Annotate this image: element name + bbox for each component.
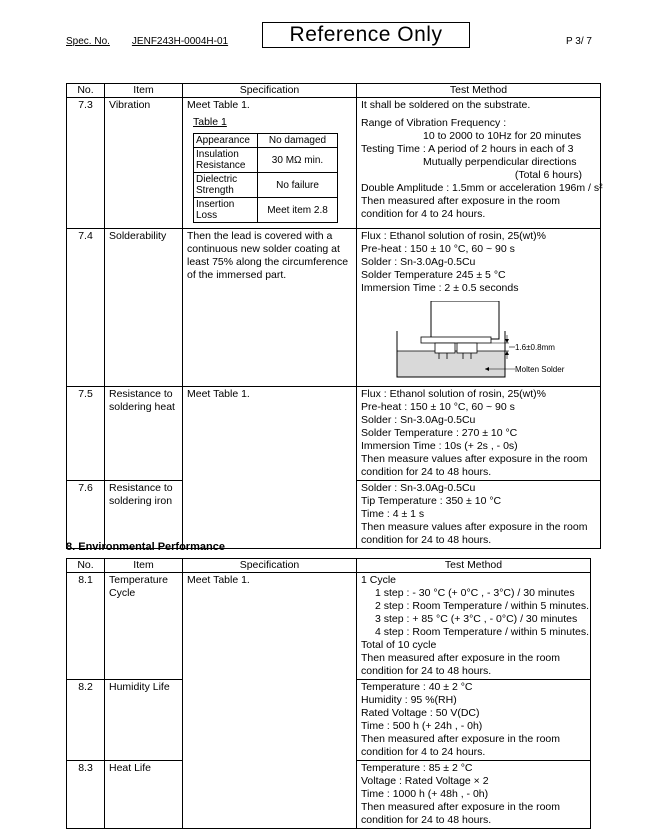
method-line: 1 Cycle [361,574,397,586]
row-spec: Then the lead is covered with a continuous new solder coating at least 75% along the circumference of the immersed part. [183,229,357,387]
col-header-item: Item [105,84,183,98]
method-line: Time : 1000 h (+ 48h , - 0h) [361,788,489,800]
table1-cell: Insertion Loss [194,198,258,223]
method-line: condition for 24 to 48 hours. [361,534,492,546]
immersion-depth-label: 1.6±0.8mm [515,343,555,352]
method-line: 10 to 2000 to 10Hz for 20 minutes [423,130,582,142]
row-item: Humidity Life [105,680,183,761]
col-header-no: No. [67,84,105,98]
row-item: Vibration [105,98,183,229]
col-header-item: Item [105,559,183,573]
row-method [357,229,601,387]
table-row-vibration [67,98,601,229]
row-method [357,387,601,481]
row-method [357,98,601,229]
method-line: Pre-heat : 150 ± 10 °C, 60 ~ 90 s [361,401,515,413]
method-line: Then measure values after exposure in the room [361,521,588,533]
method-line: Tip Temperature : 350 ± 10 °C [361,495,502,507]
col-header-spec: Specification [183,559,357,573]
method-line: Then measure values after exposure in the room [361,453,588,465]
molten-solder-label: Molten Solder [515,365,565,374]
row-item: Resistance to soldering heat [105,387,183,481]
table1-cell: Meet item 2.8 [258,198,338,223]
row-no: 8.3 [67,761,105,829]
method-line: Flux : Ethanol solution of rosin, 25(wt)% [361,388,547,400]
table1-cell: Appearance [194,134,258,148]
table1 [193,133,338,223]
spec-text: Meet Table 1. [187,99,250,111]
row-item: Temperature Cycle [105,573,183,680]
table1-cell: Insulation Resistance [194,148,258,173]
row-no: 7.5 [67,387,105,481]
method-line: Voltage : Rated Voltage × 2 [361,775,489,787]
col-header-method: Test Method [357,84,601,98]
component-base [421,337,491,343]
solder-dip-diagram [391,301,571,385]
component-lead [435,343,455,353]
row-no: 8.1 [67,573,105,680]
table-header-row [67,559,591,573]
row-no: 7.6 [67,481,105,549]
table1-cell: 30 MΩ min. [258,148,338,173]
method-line: Flux : Ethanol solution of rosin, 25(wt)% [361,230,547,242]
table-row-temperature-cycle [67,573,591,680]
table1-row [194,148,338,173]
method-line: condition for 4 to 24 hours. [361,208,486,220]
spec-number: JENF243H-0004H-01 [131,36,229,47]
method-line: Then measured after exposure in the room [361,195,561,207]
section-title: 8. Environmental Performance [66,541,225,553]
table1-row [194,198,338,223]
method-line: Then measured after exposure in the room [361,733,561,745]
method-line: Temperature : 40 ± 2 °C [361,681,473,693]
row-item: Solderability [105,229,183,387]
method-line: 2 step : Room Temperature / within 5 minutes. [375,600,589,612]
method-line: Then measured after exposure in the room [361,652,561,664]
method-line: Rated Voltage : 50 V(DC) [361,707,480,719]
mechanical-tests-table [66,83,601,549]
row-no: 7.3 [67,98,105,229]
col-header-no: No. [67,559,105,573]
table1-cell: No damaged [258,134,338,148]
method-line: Range of Vibration Frequency : [361,117,507,129]
method-line: Humidity : 95 %(RH) [361,694,457,706]
table-row-solderability [67,229,601,387]
method-line: Solder : Sn-3.0Ag-0.5Cu [361,256,476,268]
method-line: Solder : Sn-3.0Ag-0.5Cu [361,482,476,494]
method-line: Testing Time : A period of 2 hours in each of 3 [361,143,574,155]
method-line: Double Amplitude : 1.5mm or acceleration 196m / s² [361,182,603,194]
row-no: 8.2 [67,680,105,761]
method-line: Total of 10 cycle [361,639,437,651]
method-line: It shall be soldered on the substrate. [361,99,531,111]
method-line: Immersion Time : 10s (+ 2s , - 0s) [361,440,518,452]
method-line: 4 step : Room Temperature / within 5 minutes. [375,626,589,638]
method-line: Solder : Sn-3.0Ag-0.5Cu [361,414,476,426]
method-line: Solder Temperature : 270 ± 10 °C [361,427,518,439]
method-line: Mutually perpendicular directions [423,156,577,168]
method-line: 3 step : + 85 °C (+ 3°C , - 0°C) / 30 minutes [375,613,578,625]
method-line: condition for 24 to 48 hours. [361,466,492,478]
table1-caption: Table 1 [193,116,227,128]
molten-solder-bath [397,351,505,377]
method-line: Immersion Time : 2 ± 0.5 seconds [361,282,519,294]
table1-cell: Dielectric Strength [194,173,258,198]
component-lead [457,343,477,353]
row-item: Heat Life [105,761,183,829]
table-row-soldering-heat [67,387,601,481]
method-line: 1 step : - 30 °C (+ 0°C , - 3°C) / 30 minutes [375,587,575,599]
spec-number-header [66,36,228,47]
method-line: Time : 4 ± 1 s [361,508,425,520]
table1-cell: No failure [258,173,338,198]
row-method [357,761,591,829]
row-no: 7.4 [67,229,105,387]
row-spec: Meet Table 1. [183,387,357,549]
row-spec [183,98,357,229]
row-spec: Meet Table 1. [183,573,357,829]
page-number: P 3/ 7 [566,36,592,47]
table-header-row [67,84,601,98]
method-line: Then measured after exposure in the room [361,801,561,813]
row-item: Resistance to soldering iron [105,481,183,549]
col-header-method: Test Method [357,559,591,573]
method-line: Temperature : 85 ± 2 °C [361,762,473,774]
environmental-tests-table [66,558,591,829]
row-method [357,680,591,761]
method-line: (Total 6 hours) [514,169,582,181]
table1-row [194,173,338,198]
component-body [431,301,499,339]
table1-row [194,134,338,148]
method-line: condition for 24 to 48 hours. [361,814,492,826]
method-line: condition for 24 to 48 hours. [361,665,492,677]
spec-label: Spec. No. [66,36,110,47]
row-method [357,481,601,549]
method-line: Pre-heat : 150 ± 10 °C, 60 ~ 90 s [361,243,515,255]
method-line: Solder Temperature 245 ± 5 °C [361,269,506,281]
reference-only-stamp: Reference Only [262,22,470,48]
col-header-spec: Specification [183,84,357,98]
method-line: condition for 4 to 24 hours. [361,746,486,758]
method-line: Time : 500 h (+ 24h , - 0h) [361,720,483,732]
row-method [357,573,591,680]
